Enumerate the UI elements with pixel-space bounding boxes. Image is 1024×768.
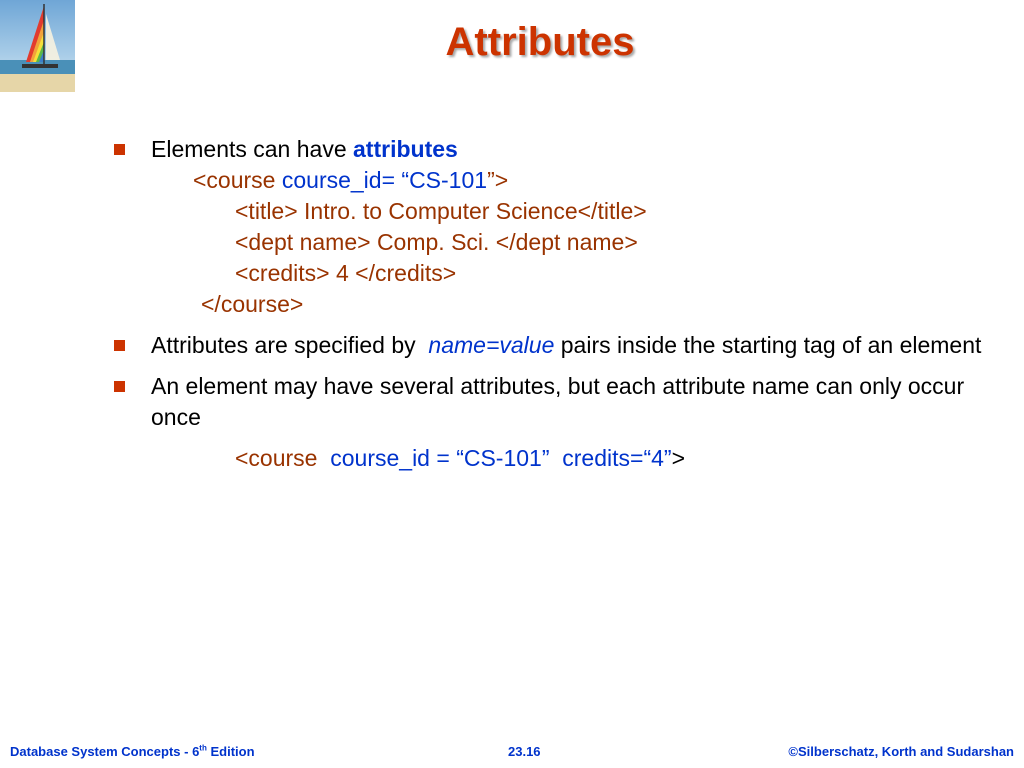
bullet-text: Elements can have attributes [151,136,458,162]
bullet-item-several [110,371,1000,474]
footer-copyright: ©Silberschatz, Korth and Sudarshan [788,744,1014,759]
attributes-keyword: attributes [353,136,458,162]
square-bullet-icon [114,144,125,155]
code-line: <title> Intro. to Computer Science</title> [235,198,647,224]
bullet-item-specified [110,330,1000,361]
bullet-text: Attributes are specified by name=value pairs inside the starting tag of an element [151,332,982,358]
code-attribute: course_id= “CS-101 [281,167,488,193]
name-value-term: name=value [428,332,555,358]
slide-footer [10,744,1014,762]
slide-title: Attributes [445,20,635,64]
code-line: <course course_id= “CS-101”> [193,167,509,193]
example-code-line: <course course_id = “CS-101” credits=“4”> [235,445,685,471]
square-bullet-icon [114,340,125,351]
footer-page-number: 23.16 [508,744,541,759]
slide-body [110,134,1000,474]
code-line: </course> [201,291,304,317]
square-bullet-icon [114,381,125,392]
footer-book-title: Database System Concepts - 6th Edition [10,743,255,759]
bullet-text: An element may have several attributes, but each attribute name can only occur once [151,373,965,430]
code-line: <dept name> Comp. Sci. </dept name> [235,229,638,255]
bullet-item-elements [110,134,1000,320]
code-line: <credits> 4 </credits> [235,260,457,286]
